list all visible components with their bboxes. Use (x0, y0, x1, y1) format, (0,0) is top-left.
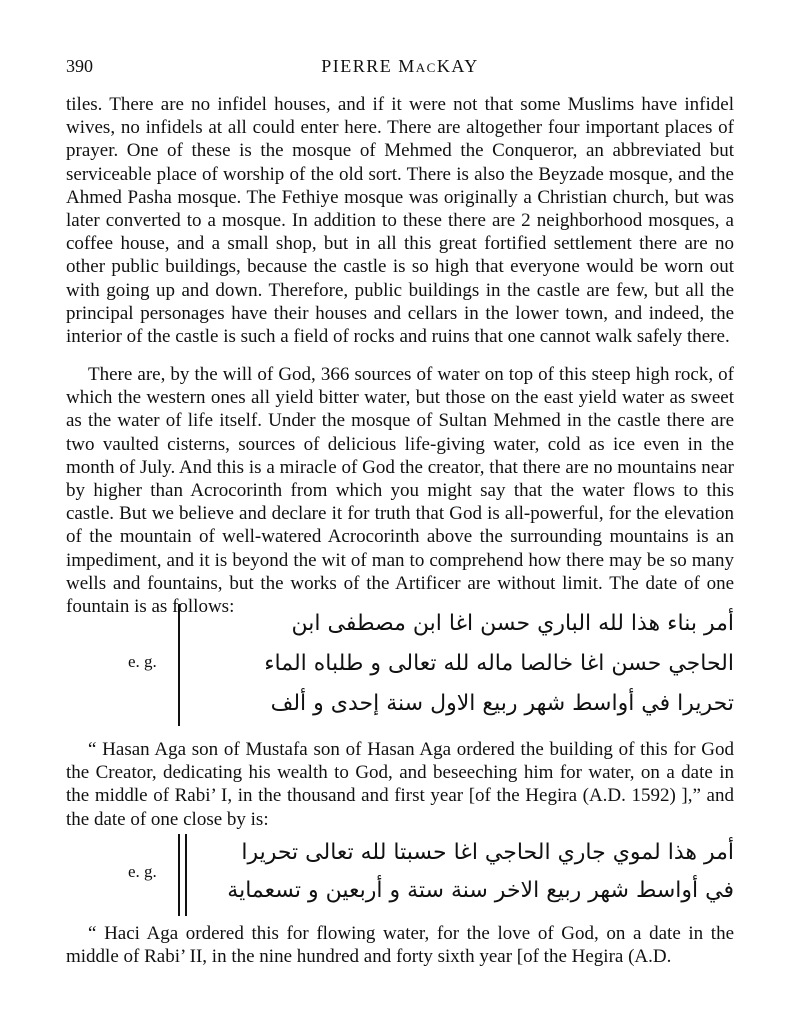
running-head-part-3: KAY (436, 56, 479, 76)
arabic-text-block (194, 604, 734, 724)
inscription-bar (178, 604, 180, 726)
paragraph-water-sources: There are, by the will of God, 366 sources of water on top of this steep high rock, of which the western ones all yield bitter water, but those on the east yield water as sweet as the water of life itself. Under the mosque of Sultan Mehmed in the castle there are two vaulted cisterns, sources of delicious life-giving water, cold as ice even in the month of July. And this is a miracle of God the creator, that there are no mountains near by higher than Acrocorinth from which you might say that the water flows to this castle. But we believe and declare it for truth that God is all-powerful, for the elevation of the mountain of well-watered Acrocorinth above the surrounding mountains is an impediment, and it is beyond the wit of man to comprehend how there may be so many wells and fountains, but the works of the Artificer are without limit. The date of one fountain is as follows: (66, 364, 734, 618)
eg-label: e. g. (128, 862, 157, 881)
inscription-bar (178, 834, 180, 916)
translation-text: “ Haci Aga ordered this for flowing water, for the love of God, on a date in the middle of Rabi’ II, in the nine hundred and forty sixth year [of the Hegira ( (66, 923, 734, 968)
running-head-part-2: ac (415, 56, 437, 76)
arabic-line: في أواسط شهر ربيع الاخر سنة ستة و أربعين و تسعماية (227, 878, 734, 903)
running-head-part-1: PIERRE M (321, 56, 416, 76)
inscription-bar (185, 834, 187, 916)
era-abbreviation: A.D. (634, 946, 672, 968)
translation-inscription-1 (66, 738, 734, 831)
inscription-fountain-2 (66, 834, 734, 916)
running-head (66, 56, 734, 77)
translation-inscription-2 (66, 922, 734, 968)
era-abbreviation: A.D. (588, 785, 626, 807)
translation-text: “ Hasan Aga son of Mustafa son of Hasan Aga ordered the building of this for God the Creator, dedicating his wealth to God, and beseeching him for water, on a date in the middle of Rabi’ I, in the thousand and first year [of the Hegira ( (66, 739, 734, 807)
paragraph-castle-description: tiles. There are no infidel houses, and if it were not that some Muslims have infidel wives, no infidels at all could enter here. There are altogether four important places of prayer. One of these is the mosque of Mehmed the Conqueror, an abbreviated but serviceable place of worship of the old sort. There is also the Beyzade mosque, and the Ahmed Pasha mosque. The Fethiye mosque was originally a Christian church, but was later converted to a mosque. In addition to these there are 2 neighborhood mosques, a coffee house, and a small shop, but in all this great fortified settlement there are no other public buildings, because the castle is so high that everyone would be worn out with going up and down. Therefore, public buildings in the castle are few, but all the principal personages have their houses and cellars in the lower town, and indeed, the interior of the castle is such a field of rocks and ruins that one cannot walk safely there. (66, 94, 734, 348)
inscription-fountain-1 (66, 604, 734, 726)
translation-text: 1592) ],” and the date of one close by is: (66, 785, 734, 830)
eg-label: e. g. (128, 652, 157, 671)
arabic-line: أمر هذا لموي جاري الحاجي اغا حسبتا لله تعالى تحريرا (241, 840, 734, 865)
page-number: 390 (66, 56, 93, 76)
arabic-line: الحاجي حسن اغا خالصا ماله لله تعالى و طلباه الماء (264, 651, 734, 676)
arabic-line: تحريرا في أواسط شهر ربيع الاول سنة إحدى و ألف (270, 691, 734, 716)
page-header (66, 56, 734, 78)
arabic-line: أمر بناء هذا لله الباري حسن اغا ابن مصطفى ابن (291, 611, 734, 636)
arabic-text-block (200, 834, 734, 910)
